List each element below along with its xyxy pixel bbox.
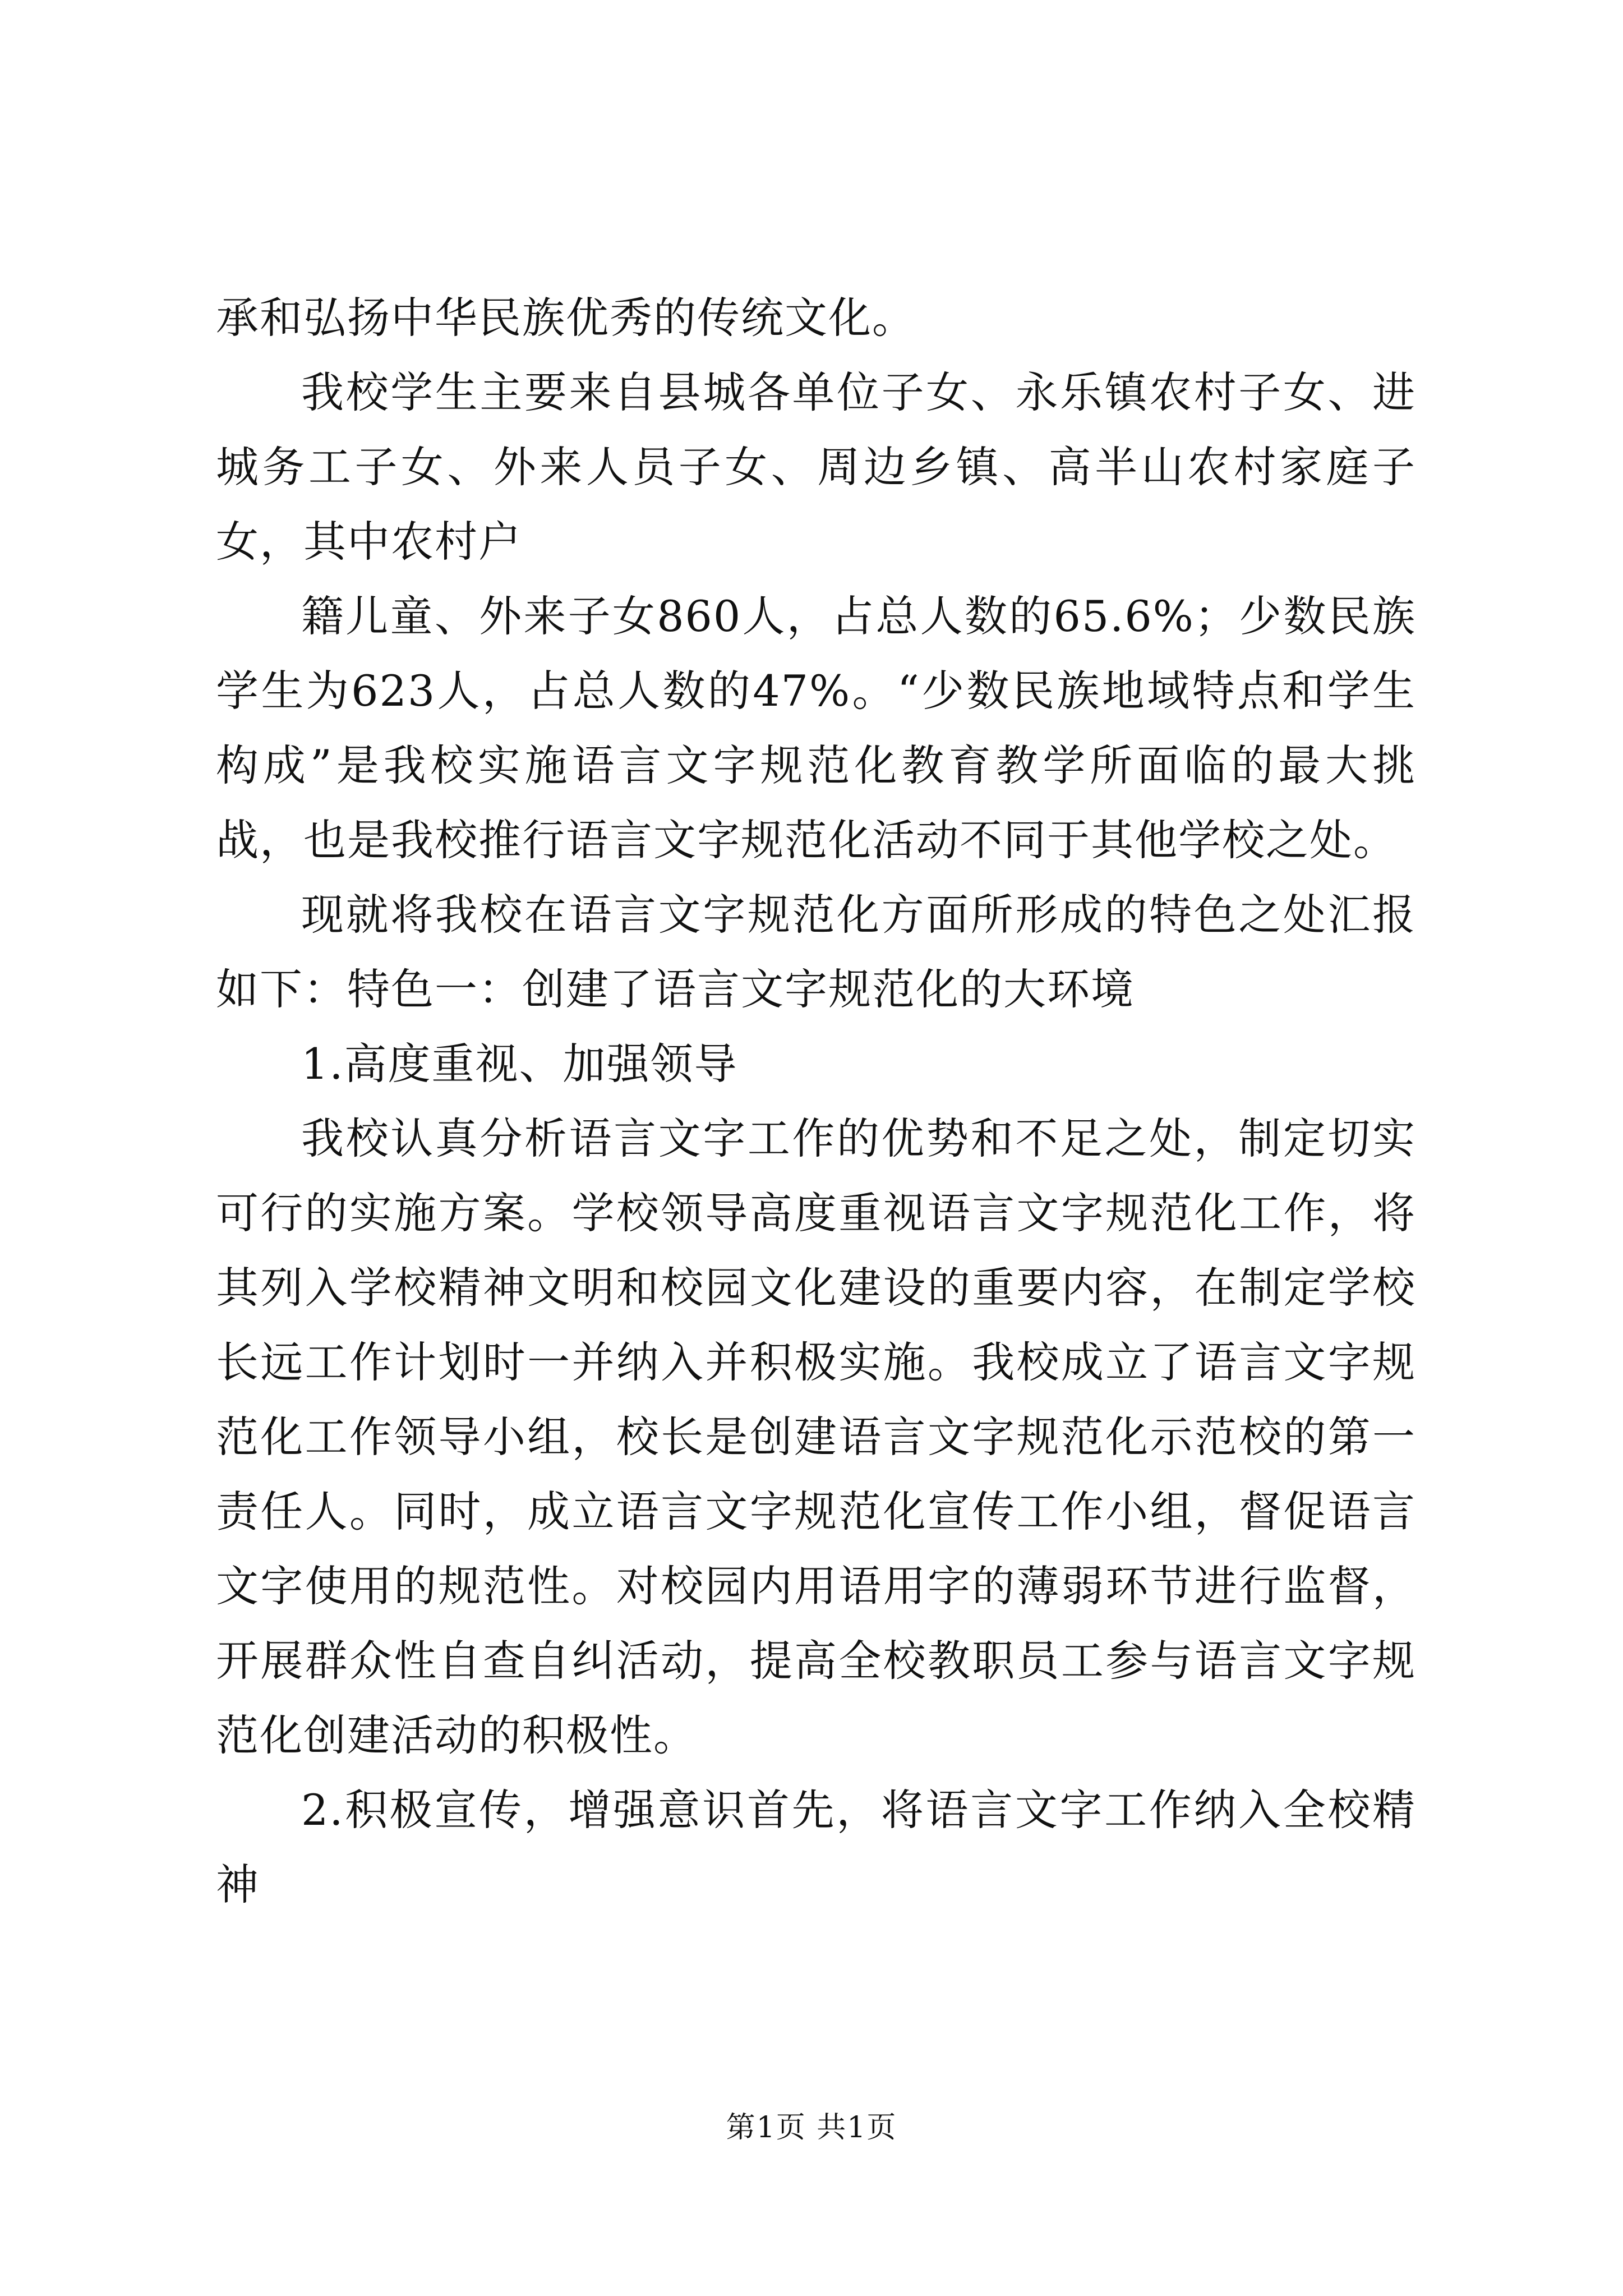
paragraph-2: 我校学生主要来自县城各单位子女、永乐镇农村子女、进城务工子女、外来人员子女、周边乡镇、高半山农村家庭子女，其中农村户 xyxy=(216,367,1416,567)
paragraph-3: 籍儿童、外来子女860人，占总人数的65.6%；少数民族学生为623人，占总人数的47%。“少数民族地域特点和学生构成”是我校实施语言文字规范化教育教学所面临的最大挑战，也是我校推行语言文字规范化活动不同于其他学校之处。 xyxy=(216,591,1416,865)
paragraph-4: 现就将我校在语言文字规范化方面所形成的特色之处汇报如下：特色一：创建了语言文字规范化的大环境 xyxy=(216,890,1416,1014)
section-heading-1: 1.高度重视、加强领导 xyxy=(301,1039,738,1089)
paragraph-1: 承和弘扬中华民族优秀的传统文化。 xyxy=(216,293,916,343)
page-footer: 第1页 共1页 xyxy=(726,2111,897,2145)
section-heading-2: 2.积极宣传，增强意识首先，将语言文字工作纳入全校精神 xyxy=(216,1785,1416,1910)
document-body xyxy=(216,280,1416,1922)
paragraph-5: 我校认真分析语言文字工作的优势和不足之处，制定切实可行的实施方案。学校领导高度重视语言文字规范化工作，将其列入学校精神文明和校园文化建设的重要内容，在制定学校长远工作计划时一并纳入并积极实施。我校成立了语言文字规范化工作领导小组，校长是创建语言文字规范化示范校的第一责任人。同时，成立语言文字规范化宣传工作小组，督促语言文字使用的规范性。对校园内用语用字的薄弱环节进行监督，开展群众性自查自纠活动，提高全校教职员工参与语言文字规范化创建活动的积极性。 xyxy=(216,1114,1416,1760)
